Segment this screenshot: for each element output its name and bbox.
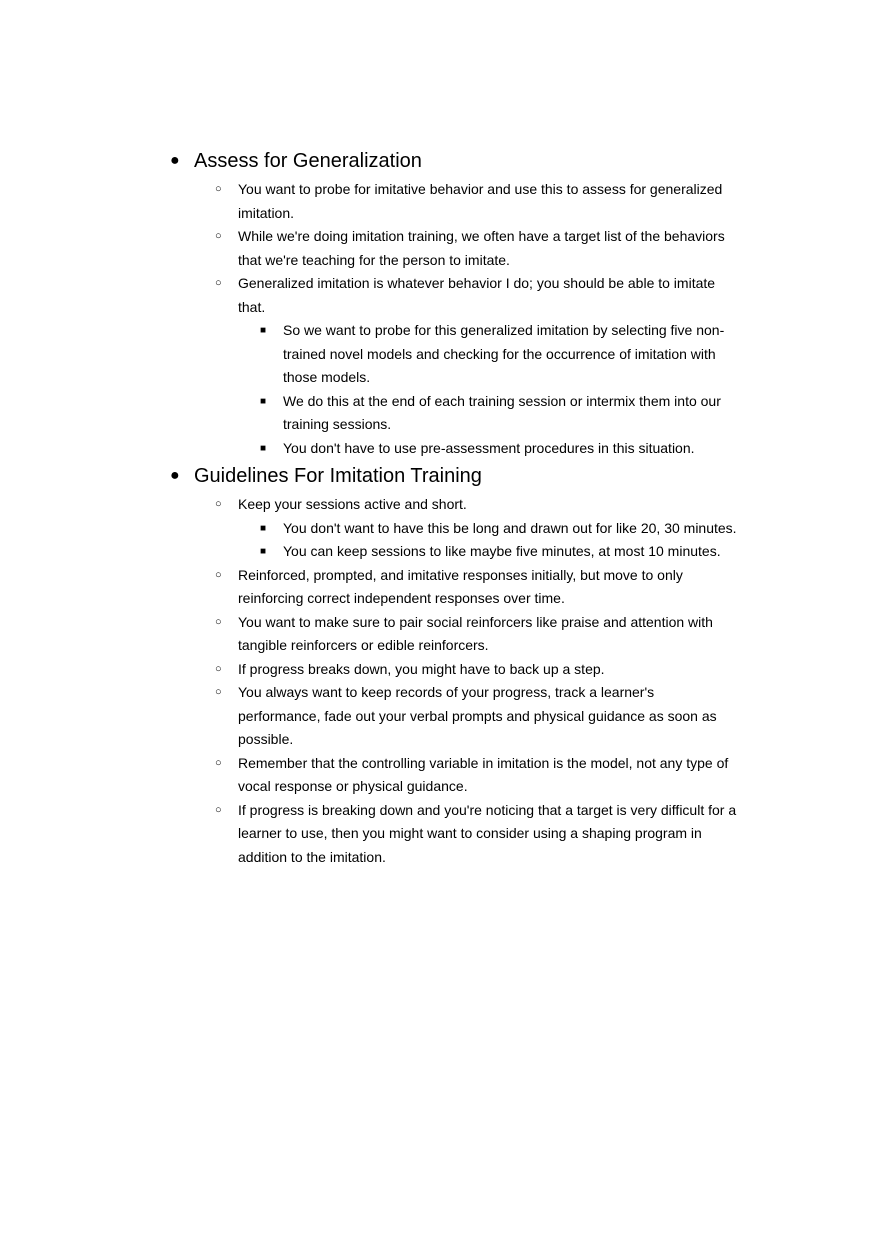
list-item <box>170 564 740 611</box>
list-item <box>170 658 740 682</box>
list-item <box>170 799 740 870</box>
sub-list-item-text: You don't want to have this be long and drawn out for like 20, 30 minutes. <box>283 519 737 536</box>
list-item <box>170 611 740 658</box>
hollow-circle-bullet-icon: ○ <box>215 615 222 628</box>
hollow-circle-bullet-icon: ○ <box>215 277 222 289</box>
hollow-circle-bullet-icon: ○ <box>215 230 222 242</box>
list-item-text: If progress is breaking down and you're noticing that a target is very difficult for a learner to use, then you might want to consider using a shaping program in addition to the imitation. <box>238 801 737 865</box>
hollow-circle-bullet-icon: ○ <box>215 662 222 675</box>
list-item-text: If progress breaks down, you might have to back up a step. <box>238 660 605 677</box>
section-heading <box>170 462 740 490</box>
sub-list-item <box>170 319 740 390</box>
list-item-text: Reinforced, prompted, and imitative responses initially, but move to only reinforcing correct independent responses over time. <box>238 566 683 606</box>
list-item-text: Keep your sessions active and short. <box>238 496 467 512</box>
list-item-text: Remember that the controlling variable in imitation is the model, not any type of vocal response or physical guidance. <box>238 754 729 794</box>
sub-list-item-text: You don't have to use pre-assessment procedures in this situation. <box>283 439 695 456</box>
list-item <box>170 272 740 319</box>
hollow-circle-bullet-icon: ○ <box>215 498 222 510</box>
square-bullet-icon: ■ <box>260 395 267 407</box>
hollow-circle-bullet-icon: ○ <box>215 756 222 769</box>
section-heading-text: Guidelines For Imitation Training <box>194 465 482 487</box>
list-item-text: You always want to keep records of your progress, track a learner's performance, fade out your verbal prompts and physical guidance as soon as possible. <box>238 684 717 747</box>
document-content <box>170 147 740 869</box>
section-assess-generalization <box>170 147 740 460</box>
hollow-circle-bullet-icon: ○ <box>215 568 222 581</box>
square-bullet-icon: ■ <box>260 546 267 557</box>
hollow-circle-bullet-icon: ○ <box>215 803 222 816</box>
sub-list-item-text: So we want to probe for this generalized imitation by selecting five non-trained novel models and checking for the occurrence of imitation with those models. <box>283 322 725 385</box>
section-heading <box>170 147 740 175</box>
list-item <box>170 493 740 517</box>
sub-list-item <box>170 390 740 437</box>
sub-list-item <box>170 540 740 564</box>
square-bullet-icon: ■ <box>260 442 267 454</box>
sub-list-item <box>170 517 740 541</box>
list-item-text: You want to probe for imitative behavior and use this to assess for generalized imitation. <box>238 181 723 221</box>
list-item <box>170 681 740 752</box>
list-item <box>170 752 740 799</box>
sub-list-item-text: We do this at the end of each training session or intermix them into our training sessions. <box>283 392 721 432</box>
filled-circle-bullet-icon: ● <box>170 152 180 169</box>
list-item-text: While we're doing imitation training, we often have a target list of the behaviors that we're teaching for the person to imitate. <box>238 228 725 268</box>
list-item-text: Generalized imitation is whatever behavior I do; you should be able to imitate that. <box>238 275 716 315</box>
sub-list-item <box>170 437 740 461</box>
list-item <box>170 225 740 272</box>
section-imitation-training-guidelines <box>170 462 740 869</box>
filled-circle-bullet-icon: ● <box>170 467 180 484</box>
square-bullet-icon: ■ <box>260 325 267 336</box>
hollow-circle-bullet-icon: ○ <box>215 686 222 698</box>
list-item-text: You want to make sure to pair social reinforcers like praise and attention with tangible reinforcers or edible reinforcers. <box>238 613 713 653</box>
hollow-circle-bullet-icon: ○ <box>215 183 222 195</box>
square-bullet-icon: ■ <box>260 522 267 534</box>
sub-list-item-text: You can keep sessions to like maybe five minutes, at most 10 minutes. <box>283 543 721 559</box>
section-heading-text: Assess for Generalization <box>194 150 422 172</box>
list-item <box>170 178 740 225</box>
